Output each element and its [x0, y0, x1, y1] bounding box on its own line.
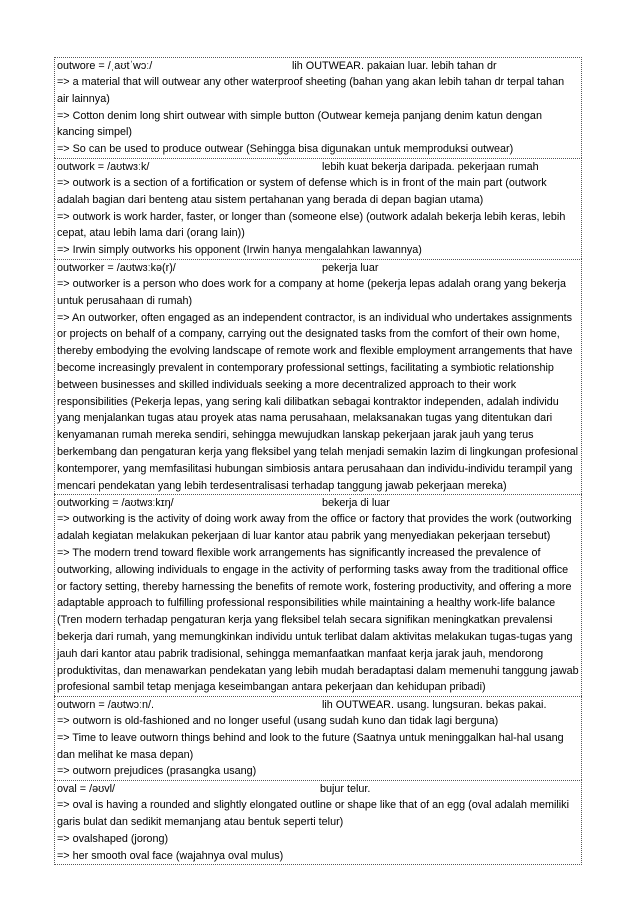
entry-term: outworn = /aʊtwɔːn/. — [57, 699, 155, 712]
entry-term: outwork = /aʊtwɜːk/ — [57, 160, 150, 173]
example-line: => ovalshaped (jorong) — [57, 832, 169, 845]
dictionary-table — [54, 57, 582, 865]
entry-meaning: bekerja di luar — [322, 497, 390, 510]
example-line: => An outworker, often engaged as an independent contractor, is an individual who undertakes assignments or projects on behalf of a company, carrying out the designated tasks from the comfort of their own home, thereby embodying the evolving landscape of remote work and flexible employment arrangements that have become increasingly prevalent in contemporary professional settings, facilitating a symbiotic relationship between businesses and skilled individuals seeking a more decentralized approach to their work responsibilities (Pekerja lepas, yang sering kali dilibatkan sebagai kontraktor independen, adalah individu yang menjalankan tugas atau proyek atas nama perusahaan, melaksanakan tugas yang ditentukan dari kenyamanan rumah mereka sendiri, sehingga mewujudkan lanskap pekerjaan jarak jauh yang terus berkembang dan pengaturan kerja yang fleksibel yang telah menjadi semakin lazim di lingkungan profesional kontemporer, yang memfasilitasi hubungan simbiosis antara perusahaan dan individu-individu terampil yang mencari pendekatan yang lebih terdesentralisasi terhadap tanggung jawab pekerjaan mereka) — [57, 311, 581, 492]
entry-header — [57, 58, 579, 74]
entry-term: outworking = /aʊtwɜːkɪŋ/ — [57, 497, 174, 510]
entry-meaning: lih OUTWEAR. usang. lungsuran. bekas pakai. — [322, 699, 547, 712]
entry-meaning: pekerja luar — [322, 261, 379, 274]
example-line: => outworn is old-fashioned and no longer useful (usang sudah kuno dan tidak lagi berguna) — [57, 715, 499, 728]
entry-outwore — [54, 57, 582, 158]
entry-outworker — [54, 259, 582, 494]
entry-header — [57, 260, 579, 276]
entry-header — [57, 781, 579, 797]
example-line: => her smooth oval face (wajahnya oval mulus) — [57, 849, 284, 862]
entry-term: outworker = /aʊtwɜːkə(r)/ — [57, 261, 176, 274]
example-line: => Cotton denim long shirt outwear with simple button (Outwear kemeja panjang denim katun dengan kancing simpel) — [57, 109, 545, 139]
entry-term: outwore = /ˌaʊtˈwɔː/ — [57, 60, 153, 72]
example-line: => outwork is work harder, faster, or longer than (someone else) (outwork adalah bekerja lebih keras, lebih cepat, atau lebih lama dari (orang lain)) — [57, 210, 569, 240]
entry-meaning: lebih kuat bekerja daripada. pekerjaan rumah — [322, 160, 539, 173]
example-line: => a material that will outwear any other waterproof sheeting (bahan yang akan lebih tahan dr terpal tahan air lainnya) — [57, 76, 568, 105]
example-line: => So can be used to produce outwear (Sehingga bisa digunakan untuk memproduksi outwear) — [57, 143, 514, 156]
entry-meaning: bujur telur. — [320, 783, 371, 796]
example-line: => outworker is a person who does work for a company at home (pekerja lepas adalah orang yang bekerja untuk perusahaan di rumah) — [57, 277, 569, 307]
example-line: => oval is having a rounded and slightly elongated outline or shape like that of an egg (oval adalah memiliki garis bulat dan sedikit memanjang atau bentuk seperti telur) — [57, 799, 572, 829]
example-line: => The modern trend toward flexible work arrangements has significantly increased the prevalence of outworking, allowing individuals to engage in the activity of performing tasks away from the traditional office or factory setting, thereby harnessing the benefits of remote work, fostering productivity, and offering a more adaptable approach to fulfilling professional responsibilities while maintaining a healthy work-life balance (Tren modern terhadap pengaturan kerja yang fleksibel telah secara signifikan meningkatkan prevalensi bekerja dari rumah, yang memungkinkan individu untuk terlibat dalam aktivitas melakukan tugas-tugas yang jauh dari kantor atau pabrik tradisional, sehingga memanfaatkan manfaat kerja jarak jauh, mendorong produktivitas, dan menawarkan pendekatan yang lebih mudah beradaptasi dalam memenuhi tanggung jawab profesional sambil tetap menjaga keseimbangan antara pekerjaan dan kehidupan pribadi) — [57, 546, 582, 694]
entry-meaning: lih OUTWEAR. pakaian luar. lebih tahan dr — [292, 60, 497, 72]
entry-term: oval = /əʊvl/ — [57, 783, 116, 796]
entry-oval — [54, 780, 582, 865]
example-line: => Irwin simply outworks his opponent (Irwin hanya mengalahkan lawannya) — [57, 244, 422, 257]
entry-outwork — [54, 158, 582, 259]
entry-header — [57, 159, 579, 175]
example-line: => outworn prejudices (prasangka usang) — [57, 765, 257, 778]
example-line: => Time to leave outworn things behind and look to the future (Saatnya untuk meninggalkan hal-hal usang dan melihat ke masa depan) — [57, 731, 567, 761]
entry-outworking — [54, 494, 582, 696]
entry-outworn — [54, 696, 582, 780]
entry-header — [57, 697, 579, 713]
entry-header — [57, 495, 579, 511]
example-line: => outwork is a section of a fortification or system of defense which is in front of the main part (outwork adalah bagian dari benteng atau sistem pertahanan yang berada di depan bagian utama) — [57, 176, 550, 206]
example-line: => outworking is the activity of doing work away from the office or factory that provides the work (outworking adalah kegiatan melakukan pekerjaan di luar kantor atau pabrik yang menyediakan pekerjaan tersebut) — [57, 513, 575, 543]
